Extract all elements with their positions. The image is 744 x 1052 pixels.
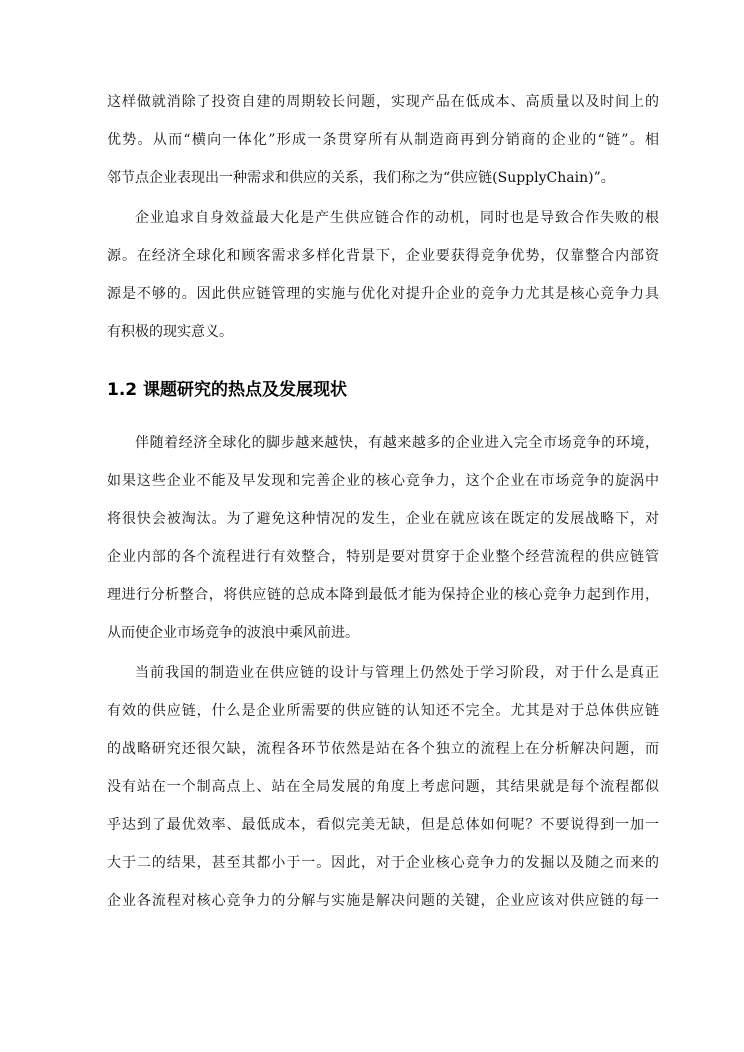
paragraph-line: 邻节点企业表现出一种需求和供应的关系，我们称之为“供应链(SupplyChain)”。	[107, 170, 615, 186]
paragraph-line: 这样做就消除了投资自建的周期较长问题，实现产品在低成本、高质量以及时间上的	[107, 94, 659, 110]
paragraph-line: 企业各流程对核心竞争力的分解与实施是解决问题的关键，企业应该对供应链的每一	[107, 893, 659, 909]
paragraph-line: 将很快会被淘汰。为了避免这种情况的发生，企业在就应该在既定的发展战略下，对	[107, 511, 659, 527]
paragraph-line: 有积极的现实意义。	[107, 324, 233, 340]
paragraph-line: 当前我国的制造业在供应链的设计与管理上仍然处于学习阶段，对于什么是真正	[135, 665, 659, 681]
paragraph-line: 没有站在一个制高点上、站在全局发展的角度上考虑问题，其结果就是每个流程都似	[107, 779, 659, 795]
paragraph-line: 源。在经济全球化和顾客需求多样化背景下，企业要获得竞争优势，仅靠整合内部资	[107, 248, 659, 264]
paragraph-line: 理进行分析整合，将供应链的总成本降到最低才能为保持企业的核心竞争力起到作用，	[107, 587, 659, 603]
paragraph-line: 从而使企业市场竞争的波浪中乘风前进。	[107, 625, 359, 641]
paragraph-line: 企业追求自身效益最大化是产生供应链合作的动机，同时也是导致合作失败的根	[135, 210, 659, 226]
paragraph-line: 伴随着经济全球化的脚步越来越快，有越来越多的企业进入完全市场竞争的环境，	[135, 435, 659, 451]
paragraph-line: 如果这些企业不能及早发现和完善企业的核心竞争力，这个企业在市场竞争的旋涡中	[107, 473, 659, 489]
paragraph-line: 企业内部的各个流程进行有效整合，特别是要对贯穿于企业整个经营流程的供应链管	[107, 549, 659, 565]
paragraph-line: 有效的供应链，什么是企业所需要的供应链的认知还不完全。尤其是对于总体供应链	[107, 703, 659, 719]
paragraph-line: 乎达到了最优效率、最低成本，看似完美无缺，但是总体如何呢？不要说得到一加一	[107, 817, 659, 833]
paragraph-line: 的战略研究还很欠缺，流程各环节依然是站在各个独立的流程上在分析解决问题，而	[107, 741, 659, 757]
section-heading: 1.2 课题研究的热点及发展现状	[107, 380, 348, 400]
paragraph-line: 优势。从而“横向一体化”形成一条贯穿所有从制造商再到分销商的企业的“链”。相	[107, 132, 659, 148]
paragraph-line: 大于二的结果，甚至其都小于一。因此，对于企业核心竞争力的发掘以及随之而来的	[107, 855, 659, 871]
paragraph-line: 源是不够的。因此供应链管理的实施与优化对提升企业的竞争力尤其是核心竞争力具	[107, 286, 659, 302]
